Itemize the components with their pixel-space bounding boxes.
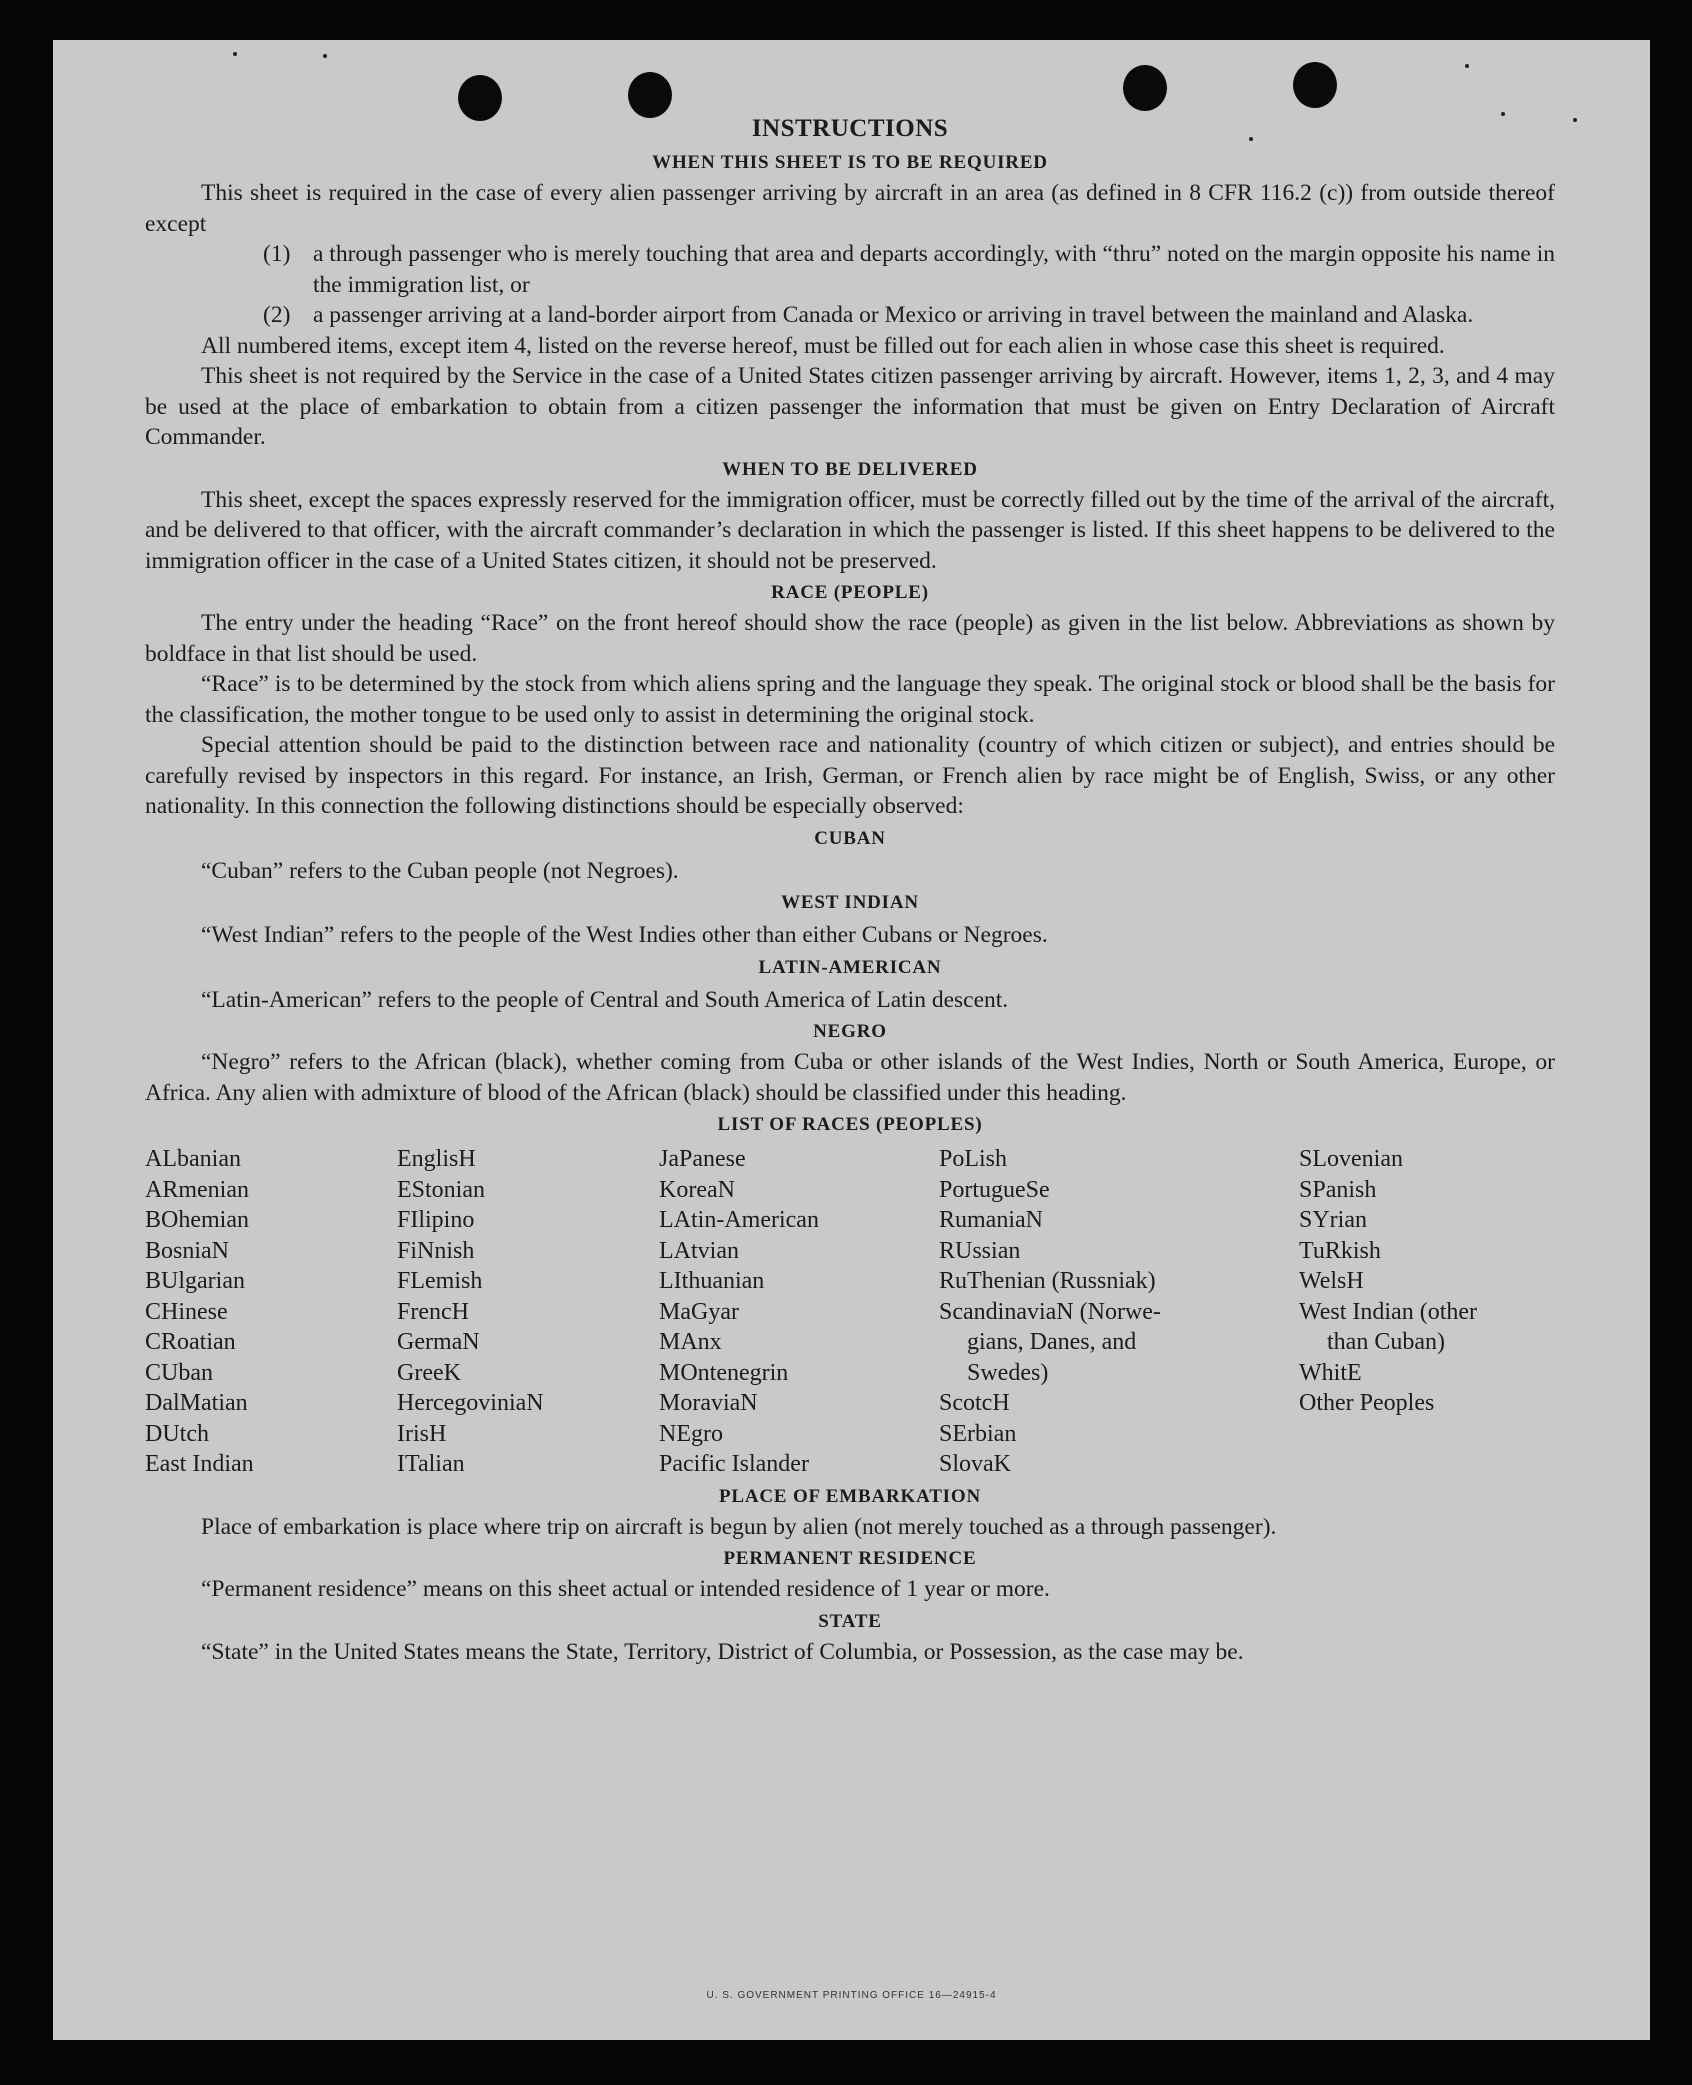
race-item: RUssian bbox=[939, 1237, 1021, 1264]
race-item: IrisH bbox=[397, 1420, 447, 1447]
race-item: SlovaK bbox=[939, 1451, 1011, 1477]
printer-imprint: U. S. GOVERNMENT PRINTING OFFICE 16—24915-4 bbox=[706, 1990, 997, 2001]
race-item: DUtch bbox=[145, 1420, 209, 1447]
race-item: SPanish bbox=[1299, 1176, 1377, 1203]
paragraph: “Latin-American” refers to the people of Central and South America of Latin descent. bbox=[201, 986, 1009, 1013]
list-number: (2) bbox=[263, 302, 291, 328]
race-item: MoraviaN bbox=[659, 1390, 758, 1416]
race-item: WelsH bbox=[1299, 1268, 1364, 1294]
section-heading: LATIN-AMERICAN bbox=[758, 956, 942, 978]
race-column bbox=[145, 1144, 397, 1480]
paper-speck bbox=[233, 52, 237, 56]
paragraph: The entry under the heading “Race” on the front hereof should show the race (people) as given in the list below. Abbreviations as shown by boldface in that list should be used. bbox=[145, 610, 1555, 667]
race-item: LAtin-American bbox=[659, 1207, 819, 1233]
race-item: BUlgarian bbox=[145, 1268, 245, 1294]
section-heading: WEST INDIAN bbox=[781, 892, 919, 913]
page-title: INSTRUCTIONS bbox=[751, 115, 949, 142]
race-item: CRoatian bbox=[145, 1329, 236, 1355]
list-number: (1) bbox=[263, 241, 291, 267]
paragraph: This sheet, except the spaces expressly reserved for the immigration officer, must be correctly filled out by the time of the arrival of the aircraft, and be delivered to that officer, with the aircraft commander’s declaration in which the passenger is listed. If this sheet happens to be delivered to the immigration officer in the case of a United States citizen, it should not be preserved. bbox=[145, 486, 1555, 574]
race-item: FiNnish bbox=[397, 1237, 475, 1264]
list-text: a through passenger who is merely touching that area and departs accordingly, with “thru” noted on the margin opposite his name in the immigration list, or bbox=[313, 241, 1555, 298]
section-heading: NEGRO bbox=[813, 1021, 887, 1042]
race-item: ITalian bbox=[397, 1451, 465, 1477]
section-heading: LIST OF RACES (PEOPLES) bbox=[717, 1114, 983, 1135]
section-heading: PERMANENT RESIDENCE bbox=[723, 1548, 977, 1569]
paragraph: “Negro” refers to the African (black), whether coming from Cuba or other islands of the West Indies, North or South America, Europe, or Africa. Any alien with admixture of blood of the African (black) should be classified under this heading. bbox=[145, 1049, 1555, 1106]
instructions-content bbox=[145, 112, 1555, 1667]
race-item: FrencH bbox=[397, 1298, 469, 1325]
race-item: BosniaN bbox=[145, 1237, 229, 1264]
race-item: NEgro bbox=[659, 1420, 723, 1447]
race-column bbox=[1299, 1144, 1555, 1480]
race-item: FLemish bbox=[397, 1268, 483, 1294]
section-heading: WHEN TO BE DELIVERED bbox=[722, 458, 978, 480]
race-item: ScotcH bbox=[939, 1390, 1010, 1416]
paragraph: This sheet is required in the case of every alien passenger arriving by aircraft in an area (as defined in 8 CFR 116.2 (c)) from outside thereof except bbox=[145, 180, 1555, 237]
race-item: SErbian bbox=[939, 1420, 1017, 1447]
race-item: MaGyar bbox=[659, 1298, 739, 1325]
paragraph: “Cuban” refers to the Cuban people (not Negroes). bbox=[201, 857, 679, 884]
race-item: PortugueSe bbox=[939, 1176, 1050, 1203]
race-item: East Indian bbox=[145, 1451, 254, 1477]
paragraph: “State” in the United States means the State, Territory, District of Columbia, or Possession, as the case may be. bbox=[201, 1638, 1244, 1665]
race-item: PoLish bbox=[939, 1146, 1008, 1172]
section-heading: WHEN THIS SHEET IS TO BE REQUIRED bbox=[652, 152, 1048, 173]
race-item: BOhemian bbox=[145, 1207, 249, 1233]
race-list bbox=[145, 1144, 1555, 1480]
race-item: EStonian bbox=[397, 1176, 485, 1203]
race-item: RumaniaN bbox=[939, 1207, 1043, 1233]
race-item: Swedes) bbox=[967, 1359, 1049, 1386]
race-item: TuRkish bbox=[1299, 1237, 1381, 1264]
race-item: MOntenegrin bbox=[659, 1359, 789, 1386]
list-item bbox=[145, 300, 1555, 331]
race-item: CUban bbox=[145, 1359, 213, 1386]
paper-speck bbox=[1573, 118, 1577, 122]
section-heading: RACE (PEOPLE) bbox=[771, 582, 929, 603]
race-column bbox=[939, 1144, 1299, 1480]
paragraph: “West Indian” refers to the people of the West Indies other than either Cubans or Negroes. bbox=[201, 922, 1048, 948]
race-item: West Indian (other bbox=[1299, 1298, 1478, 1325]
race-item: WhitE bbox=[1299, 1359, 1362, 1386]
race-item: HercegoviniaN bbox=[397, 1390, 544, 1416]
race-item: gians, Danes, and bbox=[967, 1329, 1137, 1355]
section-heading: STATE bbox=[818, 1610, 882, 1632]
race-column bbox=[659, 1144, 939, 1480]
race-item: LAtvian bbox=[659, 1237, 739, 1264]
paragraph: All numbered items, except item 4, listed on the reverse hereof, must be filled out for each alien in whose case this sheet is required. bbox=[201, 332, 1445, 359]
race-item: CHinese bbox=[145, 1298, 228, 1325]
paper-speck bbox=[323, 54, 327, 58]
list-item bbox=[145, 239, 1555, 300]
race-item: GreeK bbox=[397, 1359, 461, 1386]
race-item: RuThenian (Russniak) bbox=[939, 1268, 1156, 1294]
race-item: Pacific Islander bbox=[659, 1451, 809, 1477]
race-item: KoreaN bbox=[659, 1176, 735, 1203]
race-item: ARmenian bbox=[145, 1176, 249, 1203]
paragraph: “Race” is to be determined by the stock from which aliens spring and the language they speak. The original stock or blood shall be the basis for the classification, the mother tongue to be used only to assist in determining the original stock. bbox=[145, 671, 1555, 728]
punch-hole bbox=[1293, 62, 1337, 108]
paper-speck bbox=[1465, 64, 1469, 68]
race-item: GermaN bbox=[397, 1329, 480, 1355]
race-item: ALbanian bbox=[145, 1146, 241, 1172]
list-text: a passenger arriving at a land-border airport from Canada or Mexico or arriving in travel between the mainland and Alaska. bbox=[313, 302, 1474, 328]
race-item: than Cuban) bbox=[1327, 1329, 1445, 1355]
race-item: ScandinaviaN (Norwe- bbox=[939, 1298, 1161, 1325]
paragraph: Special attention should be paid to the distinction between race and nationality (country of which citizen or subject), and entries should be carefully revised by inspectors in this regard. For instance, an Irish, German, or French alien by race might be of English, Swiss, or any other nationality. In this connection the following distinctions should be especially observed: bbox=[145, 732, 1555, 819]
race-item: EnglisH bbox=[397, 1146, 476, 1172]
paragraph: “Permanent residence” means on this sheet actual or intended residence of 1 year or more. bbox=[201, 1576, 1050, 1602]
section-heading: PLACE OF EMBARKATION bbox=[719, 1485, 981, 1507]
document-sheet bbox=[53, 40, 1650, 2040]
race-item: MAnx bbox=[659, 1329, 722, 1355]
paragraph: This sheet is not required by the Service in the case of a United States citizen passenger arriving by aircraft. However, items 1, 2, 3, and 4 may be used at the place of embarkation to obtain from a citizen passenger the information that must be given on Entry Declaration of Aircraft Commander. bbox=[145, 363, 1555, 450]
section-heading: CUBAN bbox=[814, 827, 886, 849]
race-item: Other Peoples bbox=[1299, 1390, 1435, 1416]
race-item: DalMatian bbox=[145, 1390, 248, 1416]
race-item: FIlipino bbox=[397, 1207, 475, 1233]
race-item: SLovenian bbox=[1299, 1146, 1403, 1172]
race-column bbox=[397, 1144, 659, 1480]
race-item: SYrian bbox=[1299, 1207, 1367, 1233]
race-item: JaPanese bbox=[659, 1146, 746, 1172]
punch-hole bbox=[1123, 65, 1167, 111]
race-item: LIthuanian bbox=[659, 1268, 765, 1294]
paragraph: Place of embarkation is place where trip on aircraft is begun by alien (not merely touched as a through passenger). bbox=[201, 1513, 1277, 1540]
